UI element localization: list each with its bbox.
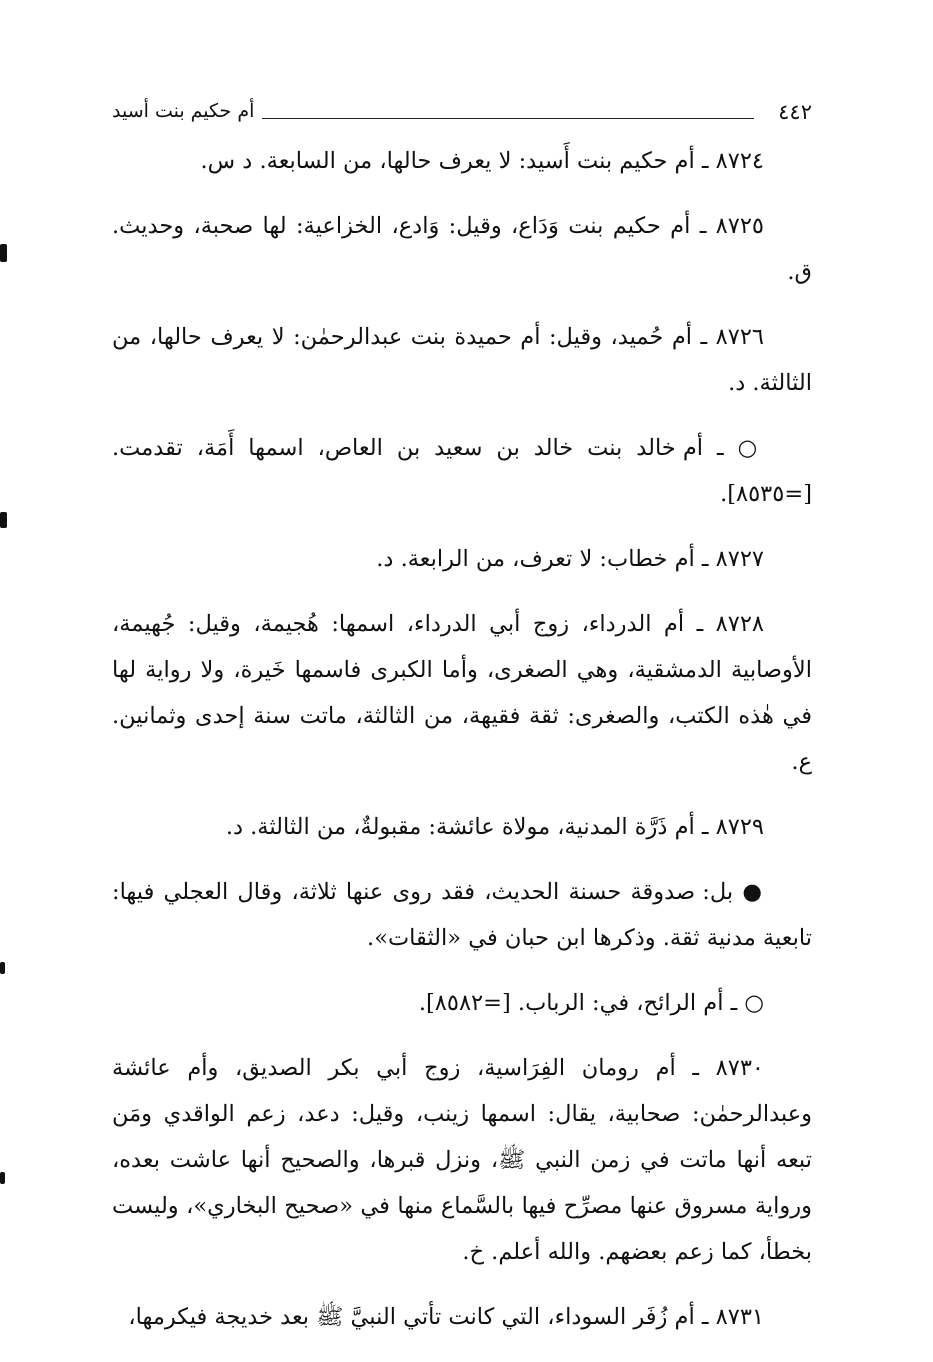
entry-marker: ٨٧٢٩ ـ <box>701 814 764 840</box>
page-header <box>112 96 812 136</box>
scan-edge-mark <box>0 244 7 262</box>
entry-8730 <box>112 1045 812 1275</box>
entry-text: أم ذَرَّة المدنية، مولاة عائشة: مقبولةٌ، من الثالثة. د. <box>225 814 695 840</box>
circle-marker: ○ ـ <box>717 435 765 461</box>
entry-marker: ٨٧٢٨ ـ <box>696 611 765 637</box>
entry-text: أم حكيم بنت وَدَاع، وقيل: وَادع، الخزاعية: لها صحبة، وحديث. ق. <box>112 213 812 285</box>
entry-text: أم رومان الفِرَاسية، زوج أبي بكر الصديق، وأم عائشة وعبدالرحمٰن: صحابية، يقال: اسمها زينب، وقيل: دعد، زعم الواقدي ومَن تبعه أنها ماتت في زمن النبي ﷺ، ونزل قبرها، والصحيح أنها عاشت بعده، ورواية مسروق عنها مصرِّح فيها بالسَّماع منها في «صحيح البخاري»، وليست بخطأ، كما زعم بعضهم. والله أعلم. خ. <box>112 1055 812 1265</box>
entry-cross-ref-umm-khalid <box>112 425 812 517</box>
entry-marker: ٨٧٢٤ ـ <box>701 148 764 174</box>
entry-8726 <box>112 314 812 406</box>
page-number: ٤٤٢ <box>778 100 812 124</box>
entry-cross-ref-umm-raih <box>112 980 812 1026</box>
entry-comment <box>112 869 812 961</box>
entry-text: أم زُفَر السوداء، التي كانت تأتي النبيَّ ﷺ بعد خديجة فيكرمها، <box>128 1304 695 1330</box>
entry-text: أم الدرداء، زوج أبي الدرداء، اسمها: هُجيمة، وقيل: جُهيمة، الأوصابية الدمشقية، وهي الصغرى، وأما الكبرى فاسمها خَيرة، ولا رواية لها في هٰذه الكتب، والصغرى: ثقة فقيهة، من الثالثة، ماتت سنة إحدى وثمانين. ع. <box>112 611 812 775</box>
bullet-marker: ● <box>742 879 765 905</box>
entry-marker: ٨٧٣١ ـ <box>701 1304 764 1330</box>
entry-text: أم الرائح، في: الرباب. [=٨٥٨٢]. <box>418 990 724 1016</box>
entry-text: أم خطاب: لا تعرف، من الرابعة. د. <box>376 546 695 572</box>
entry-marker: ٨٧٣٠ ـ <box>692 1055 764 1081</box>
circle-marker: ○ ـ <box>730 990 764 1016</box>
entries-body <box>112 138 812 1359</box>
entry-8728 <box>112 601 812 785</box>
entry-marker: ٨٧٢٦ ـ <box>700 324 765 350</box>
entry-8729 <box>112 804 812 850</box>
scan-edge-mark <box>0 1172 5 1184</box>
scan-edge-mark <box>0 962 5 974</box>
entry-text: أم حكيم بنت أَسيد: لا يعرف حالها، من السابعة. د س. <box>200 148 695 174</box>
scan-edge-mark <box>0 512 7 528</box>
entry-text: بل: صدوقة حسنة الحديث، فقد روى عنها ثلاثة، وقال العجلي فيها: تابعية مدنية ثقة. وذكرها ابن حبان في «الثقات». <box>112 879 812 951</box>
entry-8725 <box>112 203 812 295</box>
entry-8724 <box>112 138 812 184</box>
entry-marker: ٨٧٢٧ ـ <box>701 546 764 572</box>
entry-8731 <box>112 1294 812 1340</box>
running-title: أم حكيم بنت أسيد <box>112 100 255 122</box>
entry-8727 <box>112 536 812 582</box>
entry-text: أم خالد بنت خالد بن سعيد بن العاص، اسمها أَمَة، تقدمت. [=٨٥٣٥]. <box>112 435 812 507</box>
entry-marker: ٨٧٢٥ ـ <box>699 213 765 239</box>
header-rule <box>262 118 754 119</box>
entry-text: أم حُميد، وقيل: أم حميدة بنت عبدالرحمٰن: لا يعرف حالها، من الثالثة. د. <box>112 324 812 396</box>
